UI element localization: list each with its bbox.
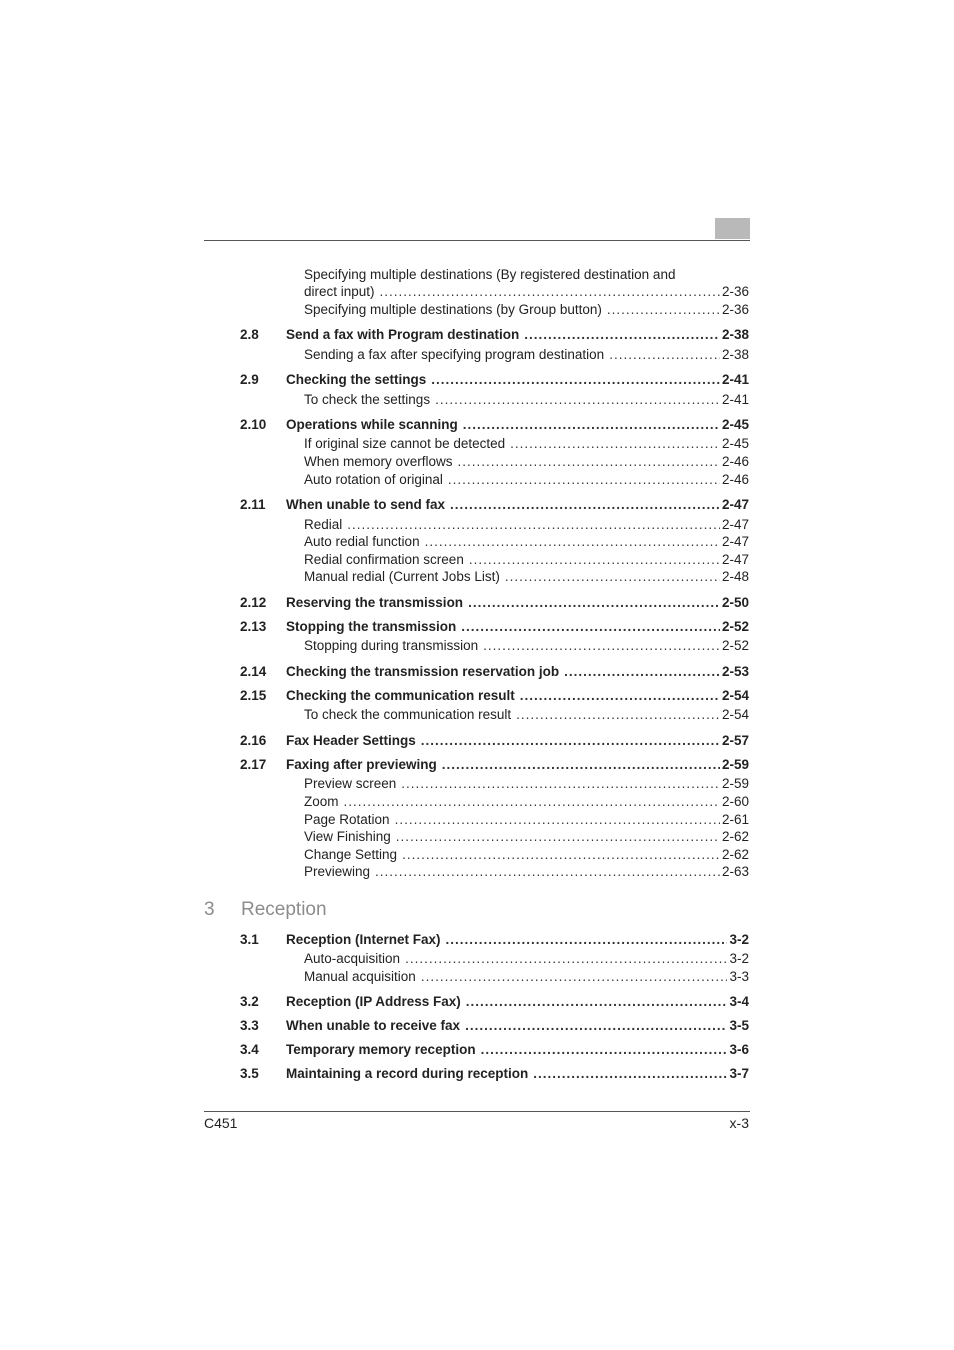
toc-entry-page: 2-47 [721,534,749,549]
toc-subentry[interactable] [240,863,749,881]
toc-entry-title: Checking the settings [286,371,431,389]
toc-entry-line [304,811,749,829]
toc-section-number: 3.1 [240,932,259,947]
dot-leader [463,416,720,434]
toc-entry-line [304,793,749,811]
toc-entry-line [304,346,749,364]
toc-subentry[interactable] [240,846,749,864]
toc-subentry[interactable] [240,391,749,409]
toc-section-entry[interactable] [240,618,749,636]
toc-entry-page: 3-7 [729,1066,749,1081]
dot-leader [481,1041,728,1059]
chapter-title: Reception [241,899,327,920]
dot-leader [524,326,720,344]
toc-entry-title: Page Rotation [304,811,395,829]
toc-entry-title: Reserving the transmission [286,594,468,612]
toc-section-number: 2.11 [240,497,266,512]
footer-page-number: x-3 [729,1115,749,1131]
toc-subentry[interactable] [240,706,749,724]
toc-entry-line [304,551,749,569]
toc-entry-page: 2-47 [721,517,749,532]
toc-entry-title: Temporary memory reception [286,1041,481,1059]
toc-entry-line [286,732,749,750]
toc-entry-line [304,706,749,724]
toc-section-entry[interactable] [240,496,749,514]
toc-entry-title: Operations while scanning [286,416,463,434]
toc-section-entry[interactable] [240,931,749,949]
toc-subentry[interactable] [240,793,749,811]
toc-entry-line [286,326,749,344]
toc-entry-page: 2-50 [721,595,749,610]
toc-entry-page: 3-2 [729,951,749,966]
toc-entry-title: Zoom [304,793,344,811]
toc-entry-title: Manual redial (Current Jobs List) [304,568,505,586]
toc-section-entry[interactable] [240,732,749,750]
toc-subentry[interactable] [240,637,749,655]
toc-entry-title: Auto redial function [304,533,425,551]
toc-entry-line [286,594,749,612]
toc-subentry[interactable] [240,533,749,551]
toc-entry-title: Reception (Internet Fax) [286,931,446,949]
toc-entry-page: 2-62 [721,847,749,862]
dot-leader [469,551,720,569]
toc-section-entry[interactable] [240,416,749,434]
toc-subentry[interactable] [240,435,749,453]
toc-entry-page: 2-61 [721,812,749,827]
toc-entry-line [304,568,749,586]
dot-leader [461,618,720,636]
toc-entry-page: 2-46 [721,454,749,469]
dot-leader [448,471,720,489]
toc-entry-page: 2-36 [721,284,749,299]
toc-entry-page: 2-63 [721,864,749,879]
toc-entry-page: 2-53 [721,664,749,679]
toc-subentry[interactable] [240,950,749,968]
dot-leader [446,931,728,949]
toc-entry-title: Sending a fax after specifying program destination [304,346,609,364]
toc-entry-page: 3-5 [729,1018,749,1033]
dot-leader [396,828,720,846]
toc-subentry[interactable] [240,775,749,793]
toc-entry-title: Checking the transmission reservation job [286,663,564,681]
toc-entry-page: 2-62 [721,829,749,844]
toc-section-entry[interactable] [240,993,749,1011]
dot-leader [533,1065,727,1083]
toc-section-number: 2.12 [240,595,267,610]
toc-section-entry[interactable] [240,326,749,344]
toc-section-entry[interactable] [240,756,749,774]
dot-leader [458,453,720,471]
toc-section-number: 2.15 [240,688,267,703]
dot-leader [395,811,720,829]
dot-leader [607,301,720,319]
dot-leader [516,706,720,724]
toc-entry-title: Specifying multiple destinations (by Group button) [304,301,607,319]
toc-entry-line [304,435,749,453]
toc-entry-page: 2-46 [721,472,749,487]
toc-entry-title: Preview screen [304,775,401,793]
dot-leader [483,637,720,655]
toc-subentry[interactable] [240,828,749,846]
toc-entry-page: 3-6 [729,1042,749,1057]
toc-entry-line [304,968,749,986]
toc-section-number: 2.9 [240,372,259,387]
toc-section-number: 2.13 [240,619,267,634]
toc-entry-line [286,416,749,434]
toc-entry-title: Faxing after previewing [286,756,442,774]
toc-section-number: 2.10 [240,417,267,432]
toc-entry-title: Reception (IP Address Fax) [286,993,466,1011]
toc-entry-page: 2-36 [721,302,749,317]
dot-leader [505,568,720,586]
toc-entry-title: Checking the communication result [286,687,520,705]
toc-entry-page: 2-38 [721,347,749,362]
dot-leader [421,732,720,750]
toc-section-entry[interactable] [240,663,749,681]
toc-section-entry[interactable] [240,594,749,612]
toc-subentry[interactable] [240,811,749,829]
toc-entry-title: Stopping during transmission [304,637,483,655]
chapter-number: 3 [204,899,215,920]
toc-entry-line [304,846,749,864]
toc-entry-line [304,828,749,846]
toc-entry-line [286,663,749,681]
toc-subentry[interactable] [240,346,749,364]
toc-entry-page: 2-60 [721,794,749,809]
toc-entry-page: 2-54 [721,707,749,722]
toc-entry-line [304,391,749,409]
dot-leader [431,371,720,389]
toc-section-entry[interactable] [240,687,749,705]
toc-subentry[interactable] [240,301,749,319]
toc-entry-line [304,863,749,881]
toc-entry-title: Maintaining a record during reception [286,1065,533,1083]
toc-section-number: 2.14 [240,664,267,679]
toc-entry-line [286,371,749,389]
toc-entry-line [304,533,749,551]
toc-section-number: 3.2 [240,994,259,1009]
toc-entry-line [286,756,749,774]
dot-leader [347,516,720,534]
dot-leader [425,533,720,551]
toc-entry-title: When unable to send fax [286,496,450,514]
toc-entry-page: 3-3 [729,969,749,984]
toc-entry-page: 2-45 [721,436,749,451]
toc-section-entry[interactable] [240,371,749,389]
toc-entry-line [286,1017,749,1035]
toc-subentry[interactable] [240,453,749,471]
dot-leader [380,283,720,301]
dot-leader [510,435,720,453]
toc-subentry[interactable] [240,551,749,569]
toc-entry-page: 2-41 [721,392,749,407]
toc-entry-title: Auto-acquisition [304,950,405,968]
toc-entry-page: 3-4 [729,994,749,1009]
toc-entry-line [304,775,749,793]
toc-section-number: 2.8 [240,327,259,342]
dot-leader [450,496,720,514]
toc-entry-title: If original size cannot be detected [304,435,510,453]
toc-entry-title: direct input) [304,283,380,301]
footer-rule [204,1111,750,1112]
toc-entry-title: To check the settings [304,391,435,409]
toc-entry-line [304,471,749,489]
toc-entry-line [304,301,749,319]
toc-entry-line [286,1041,749,1059]
toc-entry-title: To check the communication result [304,706,516,724]
toc-section-entry[interactable] [240,1041,749,1059]
toc-entry-title: When memory overflows [304,453,458,471]
toc-entry-title: Stopping the transmission [286,618,461,636]
dot-leader [344,793,720,811]
toc-subentry[interactable] [240,568,749,586]
toc-entry-page: 2-52 [721,638,749,653]
toc-entry-page: 2-47 [721,497,749,512]
toc-entry-page: 3-2 [729,932,749,947]
dot-leader [405,950,727,968]
toc-entry-title: Previewing [304,863,375,881]
toc-entry-line [286,687,749,705]
toc-subentry[interactable] [240,283,749,301]
dot-leader [564,663,720,681]
toc-entry-line [286,496,749,514]
toc-entry-title: Redial confirmation screen [304,551,469,569]
toc-entry-page: 2-54 [721,688,749,703]
dot-leader [609,346,720,364]
toc-entry-title: Manual acquisition [304,968,421,986]
toc-entry-line [286,931,749,949]
toc-subentry[interactable] [240,516,749,534]
toc-subentry[interactable] [240,471,749,489]
toc-entry-line [304,637,749,655]
toc-entry-line [304,283,749,301]
toc-entry-title: Fax Header Settings [286,732,421,750]
toc-entry-title: Auto rotation of original [304,471,448,489]
toc-entry-page: 2-41 [721,372,749,387]
toc-section-number: 3.5 [240,1066,259,1081]
toc-entry-line [304,950,749,968]
toc-section-number: 2.17 [240,757,267,772]
toc-entry-title: Send a fax with Program destination [286,326,524,344]
toc-entry-title: When unable to receive fax [286,1017,465,1035]
toc-subentry[interactable] [240,968,749,986]
dot-leader [465,1017,727,1035]
toc-entry-line [286,993,749,1011]
toc-section-number: 3.4 [240,1042,259,1057]
dot-leader [401,775,720,793]
toc-entry-title: Redial [304,516,347,534]
toc-entry-page: 2-45 [721,417,749,432]
dot-leader [435,391,720,409]
toc-entry-title: Change Setting [304,846,402,864]
toc-entry-page: 2-38 [721,327,749,342]
continuation-line: Specifying multiple destinations (By registered destination and [304,267,676,282]
toc-section-number: 2.16 [240,733,267,748]
dot-leader [442,756,720,774]
toc-entry-line [304,453,749,471]
toc-entry-line [286,1065,749,1083]
toc-entry-page: 2-57 [721,733,749,748]
toc-entry-page: 2-59 [721,757,749,772]
dot-leader [468,594,720,612]
toc-section-entry[interactable] [240,1065,749,1083]
toc-entry-page: 2-47 [721,552,749,567]
toc-section-number: 3.3 [240,1018,259,1033]
dot-leader [520,687,720,705]
toc-entry-page: 2-59 [721,776,749,791]
toc-entry-page: 2-48 [721,569,749,584]
toc-entry-page: 2-52 [721,619,749,634]
dot-leader [421,968,728,986]
toc-entry-line [304,516,749,534]
toc-entry-title: View Finishing [304,828,396,846]
dot-leader [466,993,728,1011]
dot-leader [402,846,720,864]
dot-leader [375,863,720,881]
toc-entry-line [286,618,749,636]
footer-model: C451 [204,1115,238,1131]
toc-section-entry[interactable] [240,1017,749,1035]
